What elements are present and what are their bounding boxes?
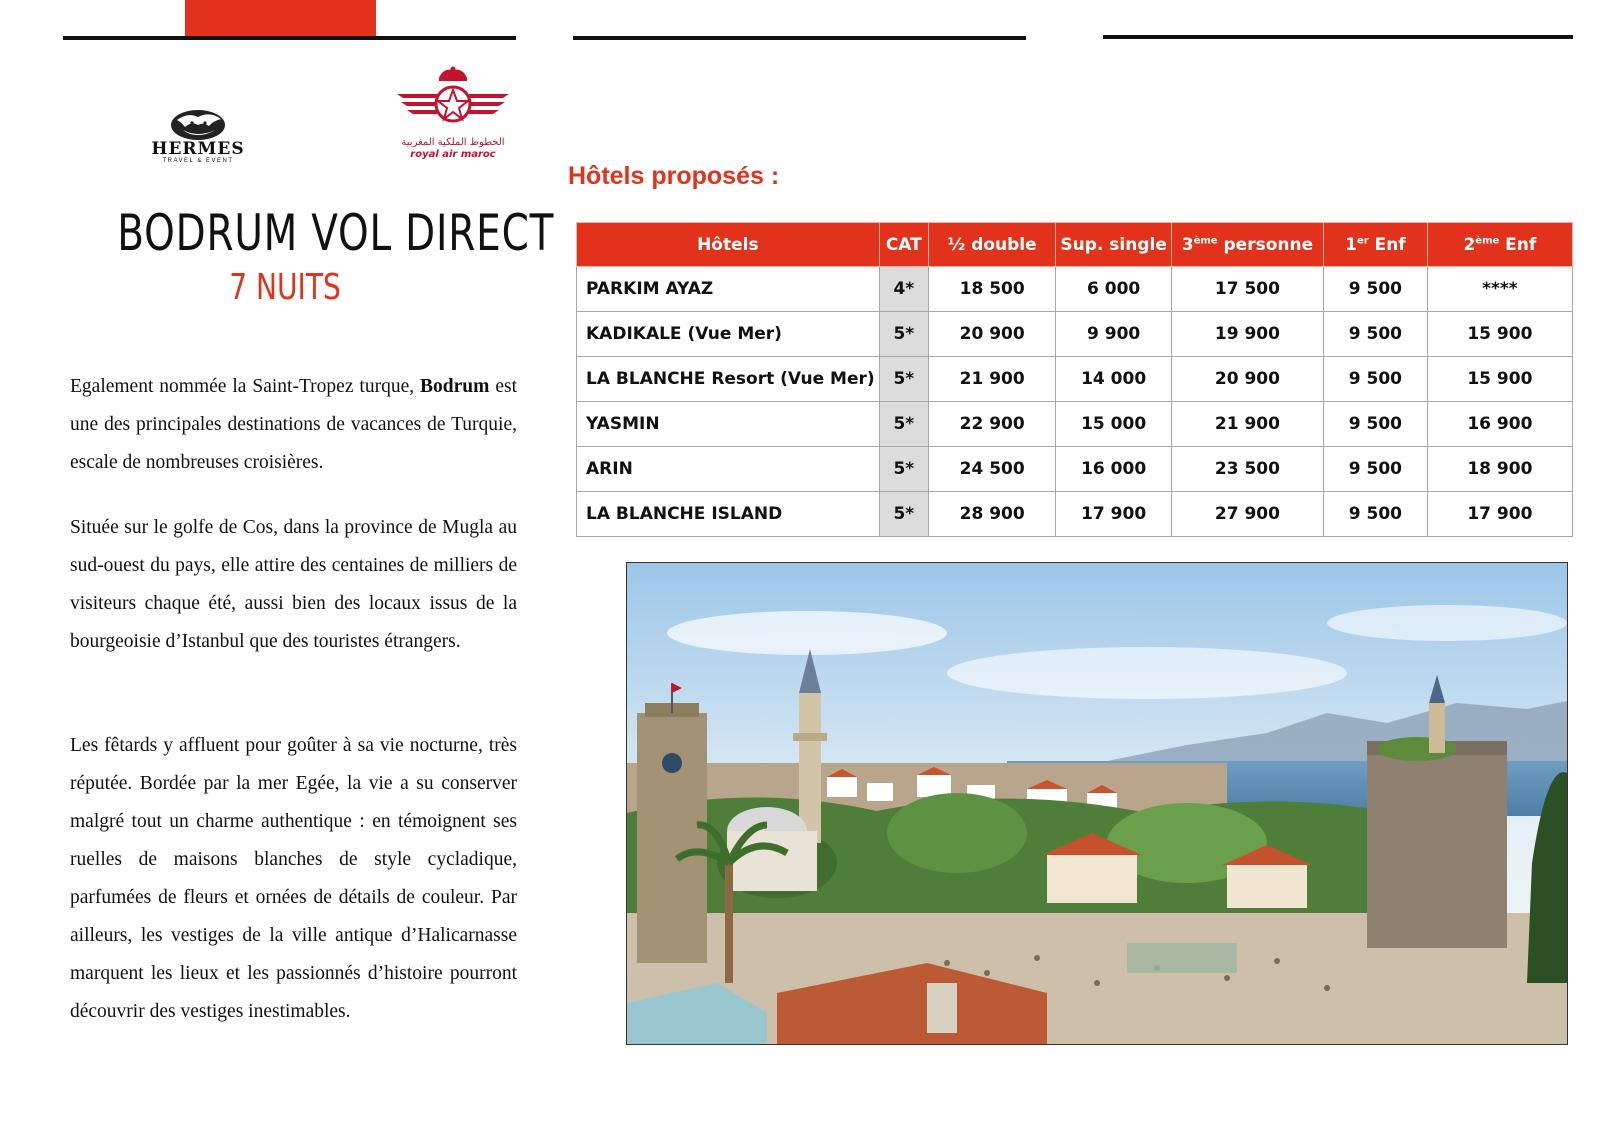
header-first-num: 1 (1345, 234, 1357, 255)
header-first-sup: er (1356, 234, 1369, 246)
cell-cat: 5* (879, 447, 928, 492)
hermes-wordmark: HERMES (151, 139, 245, 159)
header-second-rest: Enf (1499, 234, 1537, 255)
paragraph-intro-end: est une des principales destinations de vacances de Turquie, escale de nombreuses croisières. (70, 376, 517, 473)
page-title: BODRUM VOL DIRECT (117, 204, 555, 262)
header-half-double: ½ double (928, 223, 1055, 267)
cell-cat: 5* (879, 312, 928, 357)
paragraph-location: Située sur le golfe de Cos, dans la province de Mugla au sud-ouest du pays, elle attire des centaines de milliers de visiteurs chaque été, aussi bien des locaux issus de la bourgeoisie d’Istanbul que des touristes étrangers. (70, 517, 517, 652)
cell-second-child: 16 900 (1427, 402, 1572, 447)
table-row (577, 312, 1573, 357)
cell-second-child: 15 900 (1427, 357, 1572, 402)
cell-half-double: 28 900 (928, 492, 1055, 537)
town-photo-image (627, 563, 1567, 1044)
cell-hotel: YASMIN (577, 402, 880, 447)
cell-first-child: 9 500 (1324, 312, 1428, 357)
cell-half-double: 21 900 (928, 357, 1055, 402)
cell-third-person: 27 900 (1171, 492, 1323, 537)
hermes-tagline: TRAVEL & EVENT (162, 158, 234, 164)
header-second-child (1427, 223, 1572, 267)
paragraph-intro-bold: Bodrum (420, 376, 490, 397)
bodrum-town-photo (626, 562, 1568, 1045)
header-rule-middle (573, 36, 1026, 40)
cell-hotel: KADIKALE (Vue Mer) (577, 312, 880, 357)
cell-cat: 5* (879, 492, 928, 537)
cell-first-child: 9 500 (1324, 402, 1428, 447)
cell-second-child: 15 900 (1427, 312, 1572, 357)
cell-first-child: 9 500 (1324, 267, 1428, 312)
header-rule-right (1103, 35, 1573, 39)
table-header-row (577, 223, 1573, 267)
cell-first-child: 9 500 (1324, 357, 1428, 402)
header-third-person (1171, 223, 1323, 267)
royal-air-maroc-logo (388, 66, 518, 162)
header-second-num: 2 (1463, 234, 1476, 255)
cell-half-double: 18 500 (928, 267, 1055, 312)
ram-arabic-name: الخطوط الملكية المغربية (401, 137, 505, 148)
cell-hotel: LA BLANCHE Resort (Vue Mer) (577, 357, 880, 402)
cell-third-person: 23 500 (1171, 447, 1323, 492)
ram-winged-star-icon (393, 66, 513, 132)
cell-second-child: **** (1427, 267, 1572, 312)
header-first-rest: Enf (1368, 234, 1406, 255)
cell-cat: 5* (879, 357, 928, 402)
header-third-num: 3 (1181, 234, 1194, 255)
table-row (577, 267, 1573, 312)
cell-first-child: 9 500 (1324, 492, 1428, 537)
cell-third-person: 19 900 (1171, 312, 1323, 357)
header-hotels: Hôtels (577, 223, 880, 267)
cell-hotel: PARKIM AYAZ (577, 267, 880, 312)
header-third-sup: ème (1193, 234, 1218, 246)
cell-first-child: 9 500 (1324, 447, 1428, 492)
cell-sup-single: 15 000 (1056, 402, 1171, 447)
hermes-logo (142, 108, 254, 172)
page-subtitle: 7 NUITS (229, 267, 341, 308)
header-first-child (1324, 223, 1428, 267)
header-third-rest: personne (1217, 234, 1314, 255)
cell-half-double: 20 900 (928, 312, 1055, 357)
header-sup-single: Sup. single (1056, 223, 1171, 267)
section-title: Hôtels proposés : (568, 162, 780, 190)
cell-sup-single: 6 000 (1056, 267, 1171, 312)
table-row (577, 447, 1573, 492)
cell-third-person: 21 900 (1171, 402, 1323, 447)
cell-hotel: ARIN (577, 447, 880, 492)
table-row (577, 357, 1573, 402)
cell-second-child: 17 900 (1427, 492, 1572, 537)
hotels-table (576, 222, 1573, 537)
cell-third-person: 20 900 (1171, 357, 1323, 402)
cell-sup-single: 16 000 (1056, 447, 1171, 492)
header-cat: CAT (879, 223, 928, 267)
cell-half-double: 24 500 (928, 447, 1055, 492)
cell-half-double: 22 900 (928, 402, 1055, 447)
ram-latin-name: royal air maroc (410, 149, 496, 160)
cell-cat: 4* (879, 267, 928, 312)
header-rule-left (63, 36, 516, 40)
cell-sup-single: 17 900 (1056, 492, 1171, 537)
cell-second-child: 18 900 (1427, 447, 1572, 492)
hermes-lion-icon (163, 108, 233, 142)
table-row (577, 492, 1573, 537)
table-row (577, 402, 1573, 447)
cell-sup-single: 9 900 (1056, 312, 1171, 357)
header-second-sup: ème (1475, 234, 1500, 246)
header-accent-tab (185, 0, 376, 38)
cell-hotel: LA BLANCHE ISLAND (577, 492, 880, 537)
cell-sup-single: 14 000 (1056, 357, 1171, 402)
paragraph-intro-start: Egalement nommée la Saint-Tropez turque, (70, 376, 421, 397)
cell-third-person: 17 500 (1171, 267, 1323, 312)
cell-cat: 5* (879, 402, 928, 447)
paragraph-nightlife: Les fêtards y affluent pour goûter à sa vie nocturne, très réputée. Bordée par la mer Egée, la vie a su conserver malgré tout un charme authentique : en témoignent ses ruelles de maisons blanches de style cycladique, parfumées de fleurs et ornées de détails de couleur. Par ailleurs, les vestiges de la ville antique d’Halicarnasse marquent les lieux et les passionnés d’histoire pourront découvrir des vestiges inestimables. (70, 735, 517, 1022)
paragraph-intro (70, 368, 517, 482)
